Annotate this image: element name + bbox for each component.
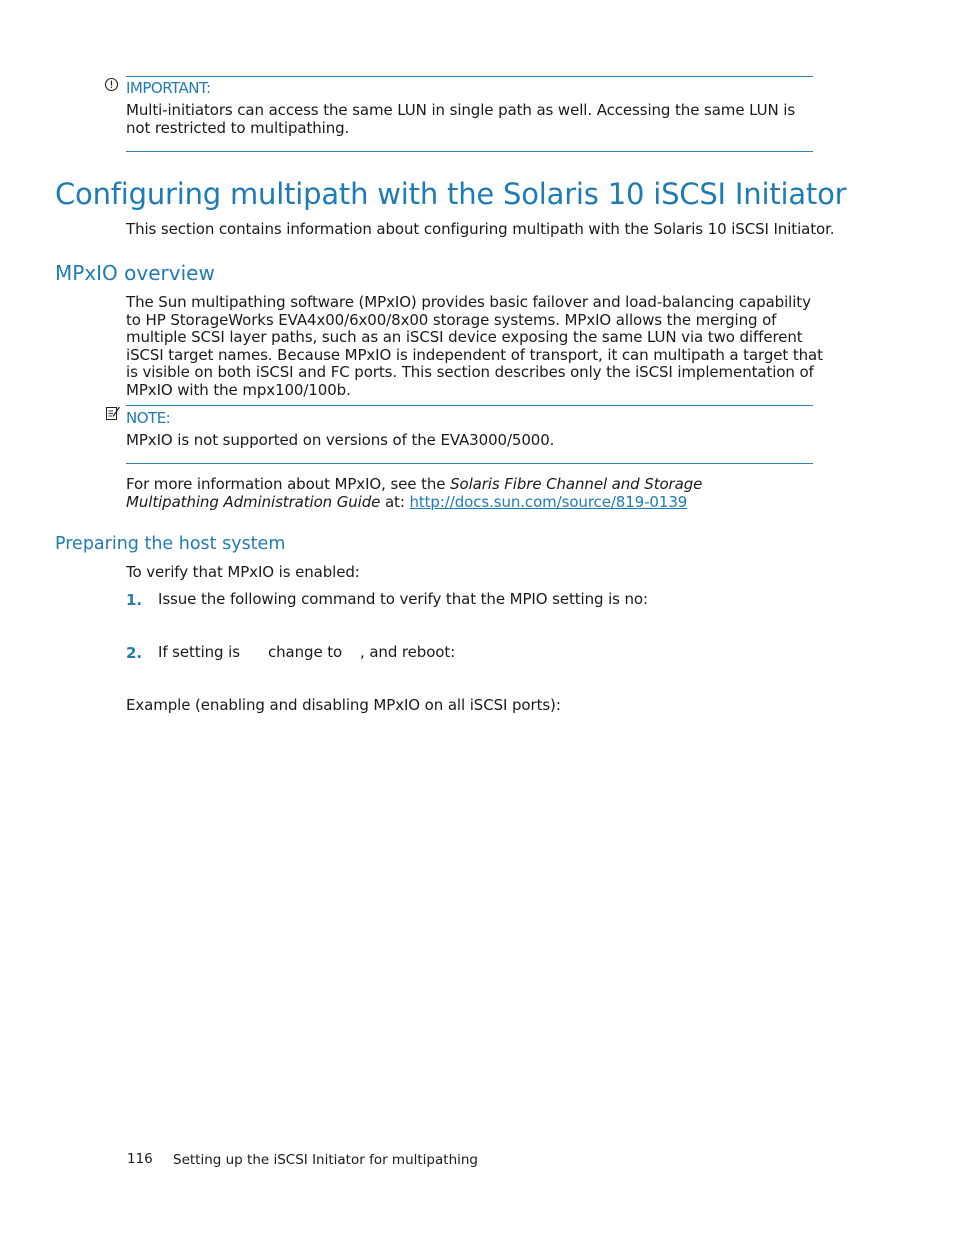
more-info-prefix: For more information about MPxIO, see the: [126, 475, 451, 493]
mpxio-heading: MPxIO overview: [55, 261, 215, 285]
page-title: Configuring multipath with the Solaris 10 iSCSI Initiator: [55, 177, 847, 211]
mpxio-paragraph: The Sun multipathing software (MPxIO) provides basic failover and load-balancing capability to HP StorageWorks EVA4x00/6x00/8x00 storage systems. MPxIO allows the merging of multiple SCSI layer paths, such as an iSCSI device exposing the same LUN via two different iSCSI target names. Because MPxIO is independent of transport, it can multipath a target that is visible on both iSCSI and FC ports. This section describes only the iSCSI implementation of MPxIO with the mpx100/100b.: [126, 293, 823, 399]
important-bottom-rule: [126, 151, 813, 152]
important-text: Multi-initiators can access the same LUN in single path as well. Accessing the same LUN is not restricted to multipathing.: [126, 101, 796, 137]
important-icon: [104, 77, 119, 96]
prep-intro: To verify that MPxIO is enabled:: [126, 563, 360, 581]
note-top-rule: [126, 405, 813, 406]
note-label: NOTE:: [126, 409, 171, 427]
important-top-rule: [126, 76, 813, 77]
page-number: 116: [127, 1151, 153, 1167]
note-bottom-rule: [126, 463, 813, 464]
footer-chapter: Setting up the iSCSI Initiator for multipathing: [173, 1152, 479, 1168]
section-intro: This section contains information about configuring multipath with the Solaris 10 iSCSI Initiator.: [126, 220, 835, 238]
more-info-middle: at:: [380, 492, 410, 511]
step-1-text: Issue the following command to verify that the MPIO setting is no:: [158, 590, 648, 608]
more-info-paragraph: [126, 476, 786, 511]
step-2-text-c: , and reboot:: [360, 643, 456, 661]
note-icon: [105, 405, 121, 425]
step-2-text-b: change to: [268, 643, 343, 661]
guide-title: Solaris Fibre Channel and Storage Multipathing Administration Guide: [126, 475, 703, 511]
example-text: Example (enabling and disabling MPxIO on all iSCSI ports):: [126, 696, 561, 714]
docs-link[interactable]: http://docs.sun.com/source/819-0139: [409, 492, 688, 511]
step-2-text-a: If setting is: [158, 643, 240, 661]
prep-heading: Preparing the host system: [55, 534, 286, 554]
step-2-number: 2.: [126, 644, 143, 662]
important-label: IMPORTANT:: [126, 79, 211, 97]
note-text: MPxIO is not supported on versions of the EVA3000/5000.: [126, 431, 555, 449]
step-1-number: 1.: [126, 591, 143, 609]
